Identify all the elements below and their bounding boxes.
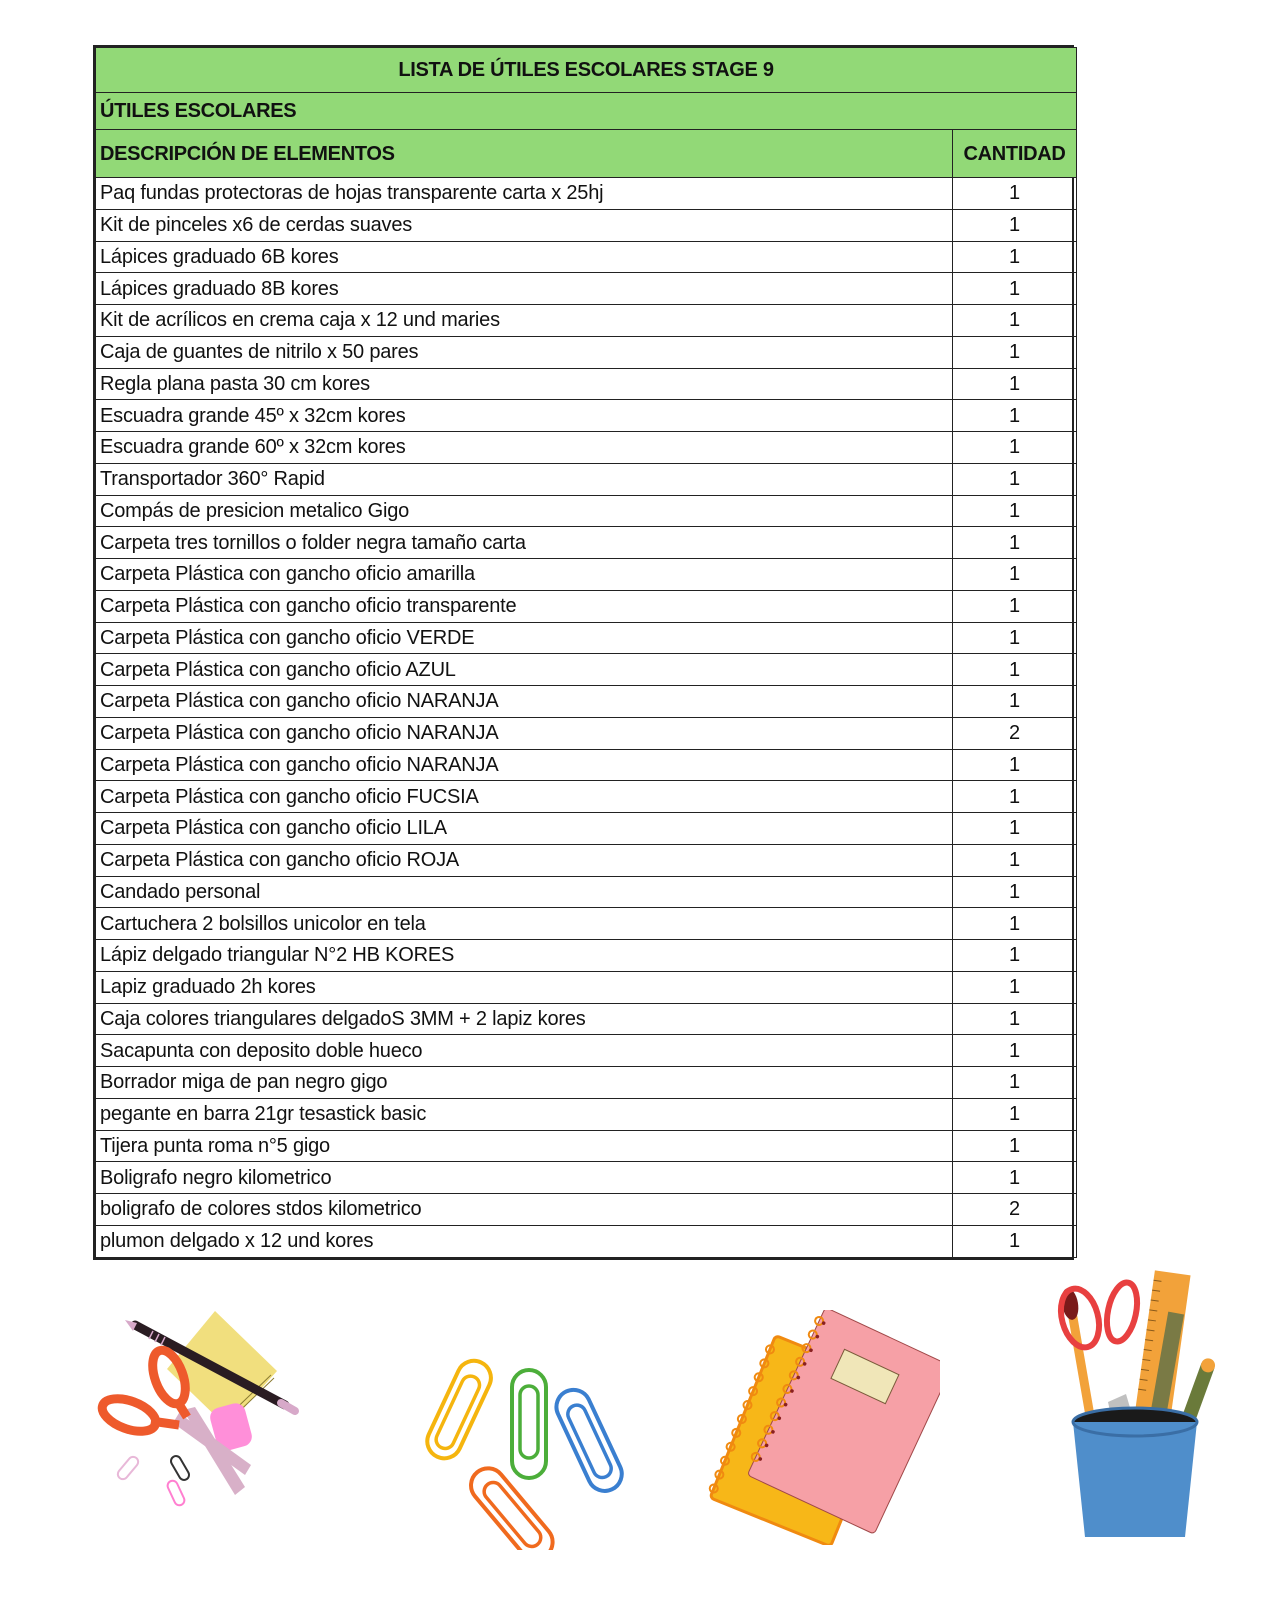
item-description: Carpeta tres tornillos o folder negra tamaño carta bbox=[96, 527, 953, 559]
item-quantity: 1 bbox=[953, 400, 1077, 432]
item-description: Transportador 360° Rapid bbox=[96, 463, 953, 495]
item-description: Carpeta Plástica con gancho oficio VERDE bbox=[96, 622, 953, 654]
table-row bbox=[96, 336, 1077, 368]
cup-icon bbox=[1073, 1408, 1197, 1537]
item-quantity: 1 bbox=[953, 305, 1077, 337]
item-description: Caja de guantes de nitrilo x 50 pares bbox=[96, 336, 953, 368]
item-quantity: 1 bbox=[953, 908, 1077, 940]
table-row bbox=[96, 400, 1077, 432]
item-description: Lápiz delgado triangular N°2 HB KORES bbox=[96, 940, 953, 972]
item-quantity: 1 bbox=[953, 495, 1077, 527]
item-quantity: 1 bbox=[953, 1035, 1077, 1067]
paperclips-icon bbox=[420, 1350, 640, 1550]
table-row bbox=[96, 527, 1077, 559]
item-description: Carpeta Plástica con gancho oficio ROJA bbox=[96, 844, 953, 876]
item-quantity: 1 bbox=[953, 1098, 1077, 1130]
item-quantity: 1 bbox=[953, 1067, 1077, 1099]
table-row bbox=[96, 781, 1077, 813]
paperclip-icon bbox=[464, 1461, 559, 1550]
table-row bbox=[96, 1035, 1077, 1067]
item-description: Borrador miga de pan negro gigo bbox=[96, 1067, 953, 1099]
table-row bbox=[96, 432, 1077, 464]
table-row bbox=[96, 654, 1077, 686]
item-description: Caja colores triangulares delgadoS 3MM + 2 lapiz kores bbox=[96, 1003, 953, 1035]
item-quantity: 1 bbox=[953, 749, 1077, 781]
item-description: Boligrafo negro kilometrico bbox=[96, 1162, 953, 1194]
item-quantity: 1 bbox=[953, 590, 1077, 622]
table-row bbox=[96, 940, 1077, 972]
item-description: Tijera punta roma n°5 gigo bbox=[96, 1130, 953, 1162]
pencil-cup-icon bbox=[1050, 1262, 1220, 1542]
table-row bbox=[96, 1098, 1077, 1130]
item-quantity: 1 bbox=[953, 209, 1077, 241]
supply-list-table bbox=[93, 45, 1074, 1260]
table-row bbox=[96, 686, 1077, 718]
item-description: Carpeta Plástica con gancho oficio AZUL bbox=[96, 654, 953, 686]
table-row bbox=[96, 273, 1077, 305]
table-row bbox=[96, 749, 1077, 781]
section-title: ÚTILES ESCOLARES bbox=[96, 93, 1077, 130]
item-quantity: 1 bbox=[953, 1130, 1077, 1162]
item-quantity: 1 bbox=[953, 1003, 1077, 1035]
item-description: Kit de pinceles x6 de cerdas suaves bbox=[96, 209, 953, 241]
title-row bbox=[96, 48, 1077, 93]
item-description: Escuadra grande 60º x 32cm kores bbox=[96, 432, 953, 464]
item-description: Compás de presicion metalico Gigo bbox=[96, 495, 953, 527]
table-row bbox=[96, 209, 1077, 241]
table-row bbox=[96, 1130, 1077, 1162]
paperclip-icon bbox=[512, 1370, 546, 1478]
item-rows bbox=[96, 178, 1077, 1258]
item-description: Carpeta Plástica con gancho oficio NARANJA bbox=[96, 717, 953, 749]
table-row bbox=[96, 1162, 1077, 1194]
item-quantity: 1 bbox=[953, 622, 1077, 654]
item-quantity: 1 bbox=[953, 844, 1077, 876]
paperclip-icon bbox=[166, 1479, 186, 1507]
item-description: Sacapunta con deposito doble hueco bbox=[96, 1035, 953, 1067]
item-quantity: 1 bbox=[953, 1225, 1077, 1257]
item-description: Paq fundas protectoras de hojas transparente carta x 25hj bbox=[96, 178, 953, 210]
item-description: boligrafo de colores stdos kilometrico bbox=[96, 1194, 953, 1226]
table-row bbox=[96, 559, 1077, 591]
item-quantity: 2 bbox=[953, 717, 1077, 749]
item-description: plumon delgado x 12 und kores bbox=[96, 1225, 953, 1257]
item-quantity: 1 bbox=[953, 971, 1077, 1003]
table-row bbox=[96, 622, 1077, 654]
table-row bbox=[96, 717, 1077, 749]
column-header-quantity: CANTIDAD bbox=[953, 130, 1077, 178]
column-header-description: DESCRIPCIÓN DE ELEMENTOS bbox=[96, 130, 953, 178]
item-quantity: 2 bbox=[953, 1194, 1077, 1226]
table-row bbox=[96, 368, 1077, 400]
paperclip-icon bbox=[422, 1355, 497, 1464]
item-quantity: 1 bbox=[953, 527, 1077, 559]
item-description: pegante en barra 21gr tesastick basic bbox=[96, 1098, 953, 1130]
item-description: Carpeta Plástica con gancho oficio transparente bbox=[96, 590, 953, 622]
table-row bbox=[96, 1225, 1077, 1257]
section-row bbox=[96, 93, 1077, 130]
item-description: Carpeta Plástica con gancho oficio FUCSIA bbox=[96, 781, 953, 813]
item-description: Lápices graduado 6B kores bbox=[96, 241, 953, 273]
spiral-notebooks-icon bbox=[700, 1310, 940, 1545]
item-quantity: 1 bbox=[953, 273, 1077, 305]
column-header-row bbox=[96, 130, 1077, 178]
item-description: Carpeta Plástica con gancho oficio amarilla bbox=[96, 559, 953, 591]
table-row bbox=[96, 241, 1077, 273]
item-quantity: 1 bbox=[953, 368, 1077, 400]
item-quantity: 1 bbox=[953, 781, 1077, 813]
item-quantity: 1 bbox=[953, 876, 1077, 908]
item-quantity: 1 bbox=[953, 463, 1077, 495]
supply-table bbox=[95, 47, 1077, 1258]
table-row bbox=[96, 1194, 1077, 1226]
item-description: Lapiz graduado 2h kores bbox=[96, 971, 953, 1003]
item-quantity: 1 bbox=[953, 813, 1077, 845]
table-row bbox=[96, 305, 1077, 337]
table-row bbox=[96, 876, 1077, 908]
item-description: Carpeta Plástica con gancho oficio LILA bbox=[96, 813, 953, 845]
item-quantity: 1 bbox=[953, 178, 1077, 210]
item-quantity: 1 bbox=[953, 336, 1077, 368]
list-title: LISTA DE ÚTILES ESCOLARES STAGE 9 bbox=[96, 48, 1077, 93]
item-quantity: 1 bbox=[953, 559, 1077, 591]
item-quantity: 1 bbox=[953, 654, 1077, 686]
table-row bbox=[96, 590, 1077, 622]
item-quantity: 1 bbox=[953, 1162, 1077, 1194]
item-description: Lápices graduado 8B kores bbox=[96, 273, 953, 305]
item-description: Cartuchera 2 bolsillos unicolor en tela bbox=[96, 908, 953, 940]
table-row bbox=[96, 844, 1077, 876]
table-row bbox=[96, 1067, 1077, 1099]
scissors-pencil-notepad-icon bbox=[95, 1305, 310, 1520]
paperclip-icon bbox=[551, 1384, 627, 1496]
table-row bbox=[96, 813, 1077, 845]
table-row bbox=[96, 463, 1077, 495]
table-row bbox=[96, 495, 1077, 527]
item-quantity: 1 bbox=[953, 241, 1077, 273]
item-quantity: 1 bbox=[953, 432, 1077, 464]
paperclip-icon bbox=[169, 1454, 191, 1482]
item-description: Candado personal bbox=[96, 876, 953, 908]
item-description: Escuadra grande 45º x 32cm kores bbox=[96, 400, 953, 432]
table-row bbox=[96, 908, 1077, 940]
item-description: Regla plana pasta 30 cm kores bbox=[96, 368, 953, 400]
table-row bbox=[96, 178, 1077, 210]
table-row bbox=[96, 1003, 1077, 1035]
item-description: Carpeta Plástica con gancho oficio NARANJA bbox=[96, 686, 953, 718]
item-quantity: 1 bbox=[953, 940, 1077, 972]
item-quantity: 1 bbox=[953, 686, 1077, 718]
table-row bbox=[96, 971, 1077, 1003]
paperclip-icon bbox=[116, 1455, 140, 1481]
item-description: Carpeta Plástica con gancho oficio NARANJA bbox=[96, 749, 953, 781]
item-description: Kit de acrílicos en crema caja x 12 und maries bbox=[96, 305, 953, 337]
